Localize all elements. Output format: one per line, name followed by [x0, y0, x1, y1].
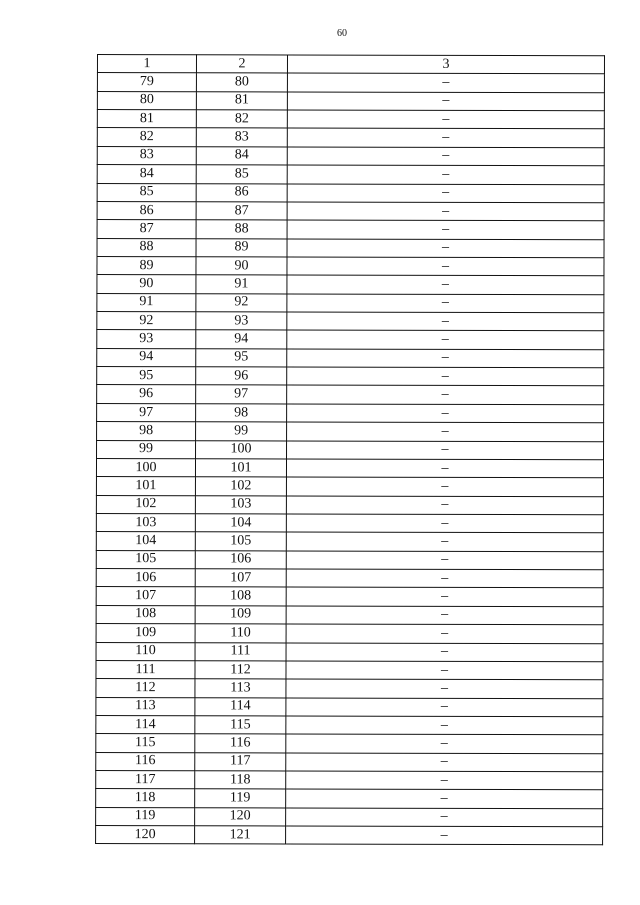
- table-cell-col-1: 85: [97, 183, 196, 202]
- table-cell-col-2: 105: [195, 532, 286, 551]
- table-cell-col-1: 87: [97, 220, 196, 239]
- table-cell-col-2: 111: [195, 642, 286, 661]
- table-cell-col-2: 118: [195, 771, 286, 790]
- table-row: [96, 660, 603, 680]
- table-cell-col-2: 89: [196, 238, 287, 257]
- data-table: [95, 54, 605, 846]
- table-row: [96, 550, 603, 570]
- table-cell-col-1: 105: [96, 550, 195, 569]
- table-row: [97, 146, 604, 166]
- table-row: [97, 275, 604, 295]
- table-cell-col-3: –: [286, 569, 603, 588]
- table-cell-col-3: –: [286, 606, 603, 625]
- table-row: [97, 73, 604, 93]
- table-cell-col-1: 119: [96, 807, 195, 826]
- table-cell-col-2: 103: [195, 495, 286, 514]
- table-cell-col-1: 118: [96, 789, 195, 808]
- table-cell-col-1: 91: [97, 293, 196, 312]
- table-row: [97, 128, 604, 148]
- table-cell-col-1: 99: [97, 440, 196, 459]
- table-cell-col-2: 95: [196, 348, 287, 367]
- table-cell-col-3: –: [286, 789, 603, 808]
- table-row: [96, 789, 603, 809]
- table-cell-col-3: –: [287, 165, 604, 184]
- table-cell-col-3: –: [287, 202, 604, 221]
- table-row: [96, 826, 603, 846]
- table-cell-col-1: 83: [97, 146, 196, 165]
- table-cell-col-2: 115: [195, 716, 286, 735]
- table-cell-col-1: 98: [97, 422, 196, 441]
- table-row: [97, 385, 604, 405]
- table-cell-col-1: 107: [96, 587, 195, 606]
- table-cell-col-3: –: [286, 587, 603, 606]
- table-cell-col-2: 101: [195, 459, 286, 478]
- table-row: [96, 752, 603, 772]
- table-cell-col-1: 90: [97, 275, 196, 294]
- table-cell-col-1: 112: [96, 679, 195, 698]
- table-cell-col-1: 109: [96, 624, 195, 643]
- table-cell-col-2: 83: [196, 128, 287, 147]
- table-row: [96, 513, 603, 533]
- table-cell-col-3: –: [287, 110, 604, 129]
- table-cell-col-3: –: [286, 808, 603, 827]
- table-cell-col-2: 80: [196, 73, 287, 92]
- header-row: [97, 55, 604, 75]
- table-cell-col-1: 111: [96, 660, 195, 679]
- table-cell-col-2: 117: [195, 752, 286, 771]
- table-cell-col-2: 84: [196, 147, 287, 166]
- page-number: 60: [337, 28, 347, 39]
- table-cell-col-2: 82: [196, 110, 287, 129]
- table-cell-col-3: –: [287, 183, 604, 202]
- table-cell-col-2: 114: [195, 697, 286, 716]
- table-cell-col-3: –: [286, 642, 603, 661]
- table-cell-col-1: 113: [96, 697, 195, 716]
- table-row: [97, 367, 604, 387]
- table-cell-col-1: 101: [96, 477, 195, 496]
- table-cell-col-3: –: [286, 477, 603, 496]
- table-cell-col-1: 93: [97, 330, 196, 349]
- table-cell-col-1: 106: [96, 569, 195, 588]
- table-row: [97, 293, 604, 313]
- table-row: [96, 624, 603, 644]
- table-cell-col-1: 117: [96, 771, 195, 790]
- table-cell-col-2: 112: [195, 661, 286, 680]
- table-cell-col-2: 81: [196, 91, 287, 110]
- table-cell-col-3: –: [287, 92, 604, 111]
- table-cell-col-2: 121: [195, 826, 286, 845]
- table-row: [97, 238, 604, 258]
- table-cell-col-1: 94: [97, 348, 196, 367]
- table-row: [96, 679, 603, 699]
- table-cell-col-1: 102: [96, 495, 195, 514]
- table-cell-col-3: –: [287, 128, 604, 147]
- table-cell-col-2: 86: [196, 183, 287, 202]
- table-row: [97, 201, 604, 221]
- table-row: [96, 495, 603, 515]
- table-cell-col-1: 116: [96, 752, 195, 771]
- table-cell-col-3: –: [287, 239, 604, 258]
- table-cell-col-2: 100: [196, 440, 287, 459]
- table-cell-col-3: –: [286, 459, 603, 478]
- table-cell-col-2: 91: [196, 275, 287, 294]
- table-cell-col-2: 93: [196, 312, 287, 331]
- table-cell-col-1: 82: [97, 128, 196, 147]
- table-cell-col-2: 108: [195, 587, 286, 606]
- table-cell-col-1: 97: [97, 403, 196, 422]
- table-cell-col-2: 102: [195, 477, 286, 496]
- table-cell-col-2: 98: [196, 404, 287, 423]
- table-cell-col-1: 96: [97, 385, 196, 404]
- table-row: [96, 771, 603, 791]
- table-row: [96, 715, 603, 735]
- table-cell-col-3: –: [287, 422, 604, 441]
- table-row: [96, 697, 603, 717]
- table-cell-col-1: 81: [97, 110, 196, 129]
- table-cell-col-2: 110: [195, 624, 286, 643]
- table-cell-col-3: –: [287, 349, 604, 368]
- table-cell-col-1: 103: [96, 513, 195, 532]
- table-cell-col-3: –: [286, 624, 603, 643]
- table-cell-col-2: 87: [196, 202, 287, 221]
- table-row: [96, 587, 603, 607]
- table-row: [97, 220, 604, 240]
- table-cell-col-2: 120: [195, 807, 286, 826]
- table-row: [96, 458, 603, 478]
- table-cell-col-3: –: [287, 257, 604, 276]
- table-row: [97, 183, 604, 203]
- column-header-2: 2: [196, 55, 287, 74]
- table-cell-col-1: 110: [96, 642, 195, 661]
- table-cell-col-1: 86: [97, 201, 196, 220]
- table-cell-col-2: 97: [196, 385, 287, 404]
- table-cell-col-3: –: [287, 385, 604, 404]
- table-cell-col-1: 115: [96, 734, 195, 753]
- table-row: [96, 807, 603, 827]
- table-row: [97, 403, 604, 423]
- table-cell-col-3: –: [286, 753, 603, 772]
- table-row: [97, 422, 604, 442]
- table-cell-col-2: 104: [195, 514, 286, 533]
- table-cell-col-1: 95: [97, 367, 196, 386]
- table-cell-col-2: 106: [195, 550, 286, 569]
- table-cell-col-3: –: [286, 551, 603, 570]
- table-cell-col-1: 92: [97, 312, 196, 331]
- table-cell-col-3: –: [286, 771, 603, 790]
- table-cell-col-2: 88: [196, 220, 287, 239]
- table-row: [97, 330, 604, 350]
- table-cell-col-3: –: [286, 826, 603, 845]
- table-cell-col-3: –: [287, 441, 604, 460]
- table-cell-col-2: 92: [196, 293, 287, 312]
- table-cell-col-3: –: [287, 367, 604, 386]
- table-body: [96, 73, 605, 845]
- table-cell-col-1: 89: [97, 256, 196, 275]
- table-row: [96, 605, 603, 625]
- column-header-1: 1: [97, 55, 196, 74]
- table-cell-col-2: 107: [195, 569, 286, 588]
- table-cell-col-3: –: [287, 147, 604, 166]
- table-row: [96, 532, 603, 552]
- table-row: [97, 256, 604, 276]
- table-cell-col-2: 109: [195, 606, 286, 625]
- table-row: [96, 734, 603, 754]
- table-cell-col-3: –: [286, 496, 603, 515]
- table-cell-col-1: 108: [96, 605, 195, 624]
- table-cell-col-3: –: [287, 330, 604, 349]
- table-cell-col-2: 85: [196, 165, 287, 184]
- table-cell-col-1: 104: [96, 532, 195, 551]
- table-cell-col-2: 99: [196, 422, 287, 441]
- table-cell-col-3: –: [286, 514, 603, 533]
- table-header: [97, 55, 604, 75]
- table-cell-col-2: 94: [196, 330, 287, 349]
- table-cell-col-2: 113: [195, 679, 286, 698]
- table-cell-col-1: 84: [97, 165, 196, 184]
- table-cell-col-1: 80: [97, 91, 196, 110]
- table-row: [97, 348, 604, 368]
- table-row: [97, 91, 604, 111]
- table-row: [96, 477, 603, 497]
- table-cell-col-1: 114: [96, 715, 195, 734]
- table-row: [96, 642, 603, 662]
- table-row: [97, 165, 604, 185]
- table-cell-col-3: –: [287, 404, 604, 423]
- table-row: [97, 110, 604, 130]
- table-cell-col-3: –: [286, 716, 603, 735]
- column-header-3: 3: [287, 55, 604, 74]
- table-cell-col-3: –: [287, 220, 604, 239]
- table-cell-col-3: –: [286, 679, 603, 698]
- table-cell-col-1: 120: [96, 826, 195, 845]
- table-cell-col-3: –: [287, 294, 604, 313]
- table-cell-col-2: 119: [195, 789, 286, 808]
- table-cell-col-3: –: [287, 275, 604, 294]
- table-cell-col-2: 90: [196, 257, 287, 276]
- table-cell-col-2: 96: [196, 367, 287, 386]
- table-cell-col-1: 79: [97, 73, 196, 92]
- table-row: [97, 312, 604, 332]
- table-cell-col-3: –: [287, 73, 604, 92]
- table-cell-col-3: –: [286, 734, 603, 753]
- table-row: [96, 569, 603, 589]
- table-row: [97, 440, 604, 460]
- table-cell-col-2: 116: [195, 734, 286, 753]
- table-cell-col-3: –: [286, 532, 603, 551]
- table-cell-col-3: –: [287, 312, 604, 331]
- table-cell-col-3: –: [286, 698, 603, 717]
- table-cell-col-1: 88: [97, 238, 196, 257]
- table-cell-col-3: –: [286, 661, 603, 680]
- table-cell-col-1: 100: [96, 458, 195, 477]
